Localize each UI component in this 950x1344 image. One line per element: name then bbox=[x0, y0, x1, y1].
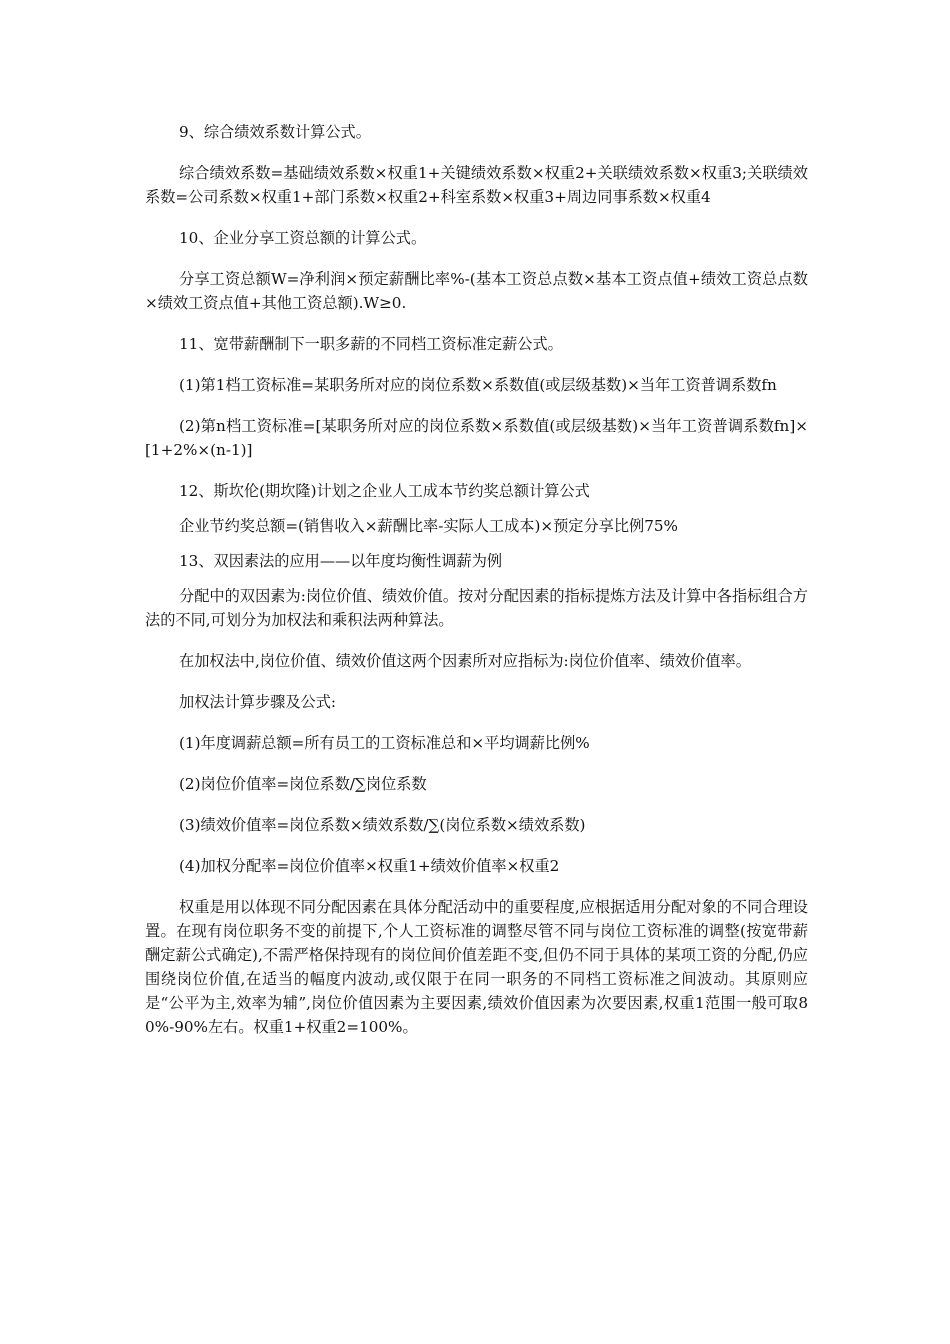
step-1-annual-adjustment: (1)年度调薪总额=所有员工的工资标准总和×平均调薪比例% bbox=[179, 734, 590, 752]
document-page bbox=[145, 120, 808, 1056]
paragraph-weighted-steps-intro: 加权法计算步骤及公式: bbox=[179, 693, 336, 711]
formula-grade-n-standard: (2)第n档工资标准=[某职务所对应的岗位系数×系数值(或层级基数)×当年工资普调系数fn]×[1+2%×(n-1)] bbox=[145, 417, 808, 459]
formula-composite-performance: 综合绩效系数=基础绩效系数×权重1+关键绩效系数×权重2+关联绩效系数×权重3;关联绩效系数=公司系数×权重1+部门系数×权重2+科室系数×权重3+周边同事系数×权重4 bbox=[145, 164, 808, 206]
section-heading-11: 11、宽带薪酬制下一职多薪的不同档工资标准定薪公式。 bbox=[179, 335, 563, 353]
step-3-performance-value-rate: (3)绩效价值率=岗位系数×绩效系数/∑(岗位系数×绩效系数) bbox=[179, 816, 586, 834]
section-heading-10: 10、企业分享工资总额的计算公式。 bbox=[179, 229, 427, 247]
section-heading-9: 9、综合绩效系数计算公式。 bbox=[179, 123, 371, 141]
paragraph-two-factors: 分配中的双因素为:岗位价值、绩效价值。按对分配因素的指标提炼方法及计算中各指标组合方法的不同,可划分为加权法和乘积法两种算法。 bbox=[145, 587, 808, 629]
paragraph-weighted-method: 在加权法中,岗位价值、绩效价值这两个因素所对应指标为:岗位价值率、绩效价值率。 bbox=[179, 652, 751, 670]
step-4-weighted-distribution-rate: (4)加权分配率=岗位价值率×权重1+绩效价值率×权重2 bbox=[179, 857, 560, 875]
section-heading-13: 13、双因素法的应用——以年度均衡性调薪为例 bbox=[179, 552, 503, 570]
step-2-position-value-rate: (2)岗位价值率=岗位系数/∑岗位系数 bbox=[179, 775, 427, 793]
paragraph-weight-explanation: 权重是用以体现不同分配因素在具体分配活动中的重要程度,应根据适用分配对象的不同合理设置。在现有岗位职务不变的前提下,个人工资标准的调整尽管不同与岗位工资标准的调整(按宽带薪酬定薪公式确定),不需严格保持现有的岗位间价值差距不变,但仍不同于具体的某项工资的分配,仍应围绕岗位价值,在适当的幅度内波动,或仅限于在同一职务的不同档工资标准之间波动。其原则应是“公平为主,效率为辅”,岗位价值因素为主要因素,绩效价值因素为次要因素,权重1范围一般可取80%-90%左右。权重1+权重2=100%。 bbox=[145, 898, 808, 1036]
formula-shared-wage-total: 分享工资总额W=净利润×预定薪酬比率%-(基本工资总点数×基本工资点值+绩效工资总点数×绩效工资点值+其他工资总额).W≥0. bbox=[145, 270, 808, 312]
section-heading-12: 12、斯坎伦(期坎隆)计划之企业人工成本节约奖总额计算公式 bbox=[179, 482, 590, 500]
formula-saving-bonus: 企业节约奖总额=(销售收入×薪酬比率-实际人工成本)×预定分享比例75% bbox=[179, 517, 678, 535]
formula-grade-1-standard: (1)第1档工资标准=某职务所对应的岗位系数×系数值(或层级基数)×当年工资普调系数fn bbox=[179, 376, 777, 394]
